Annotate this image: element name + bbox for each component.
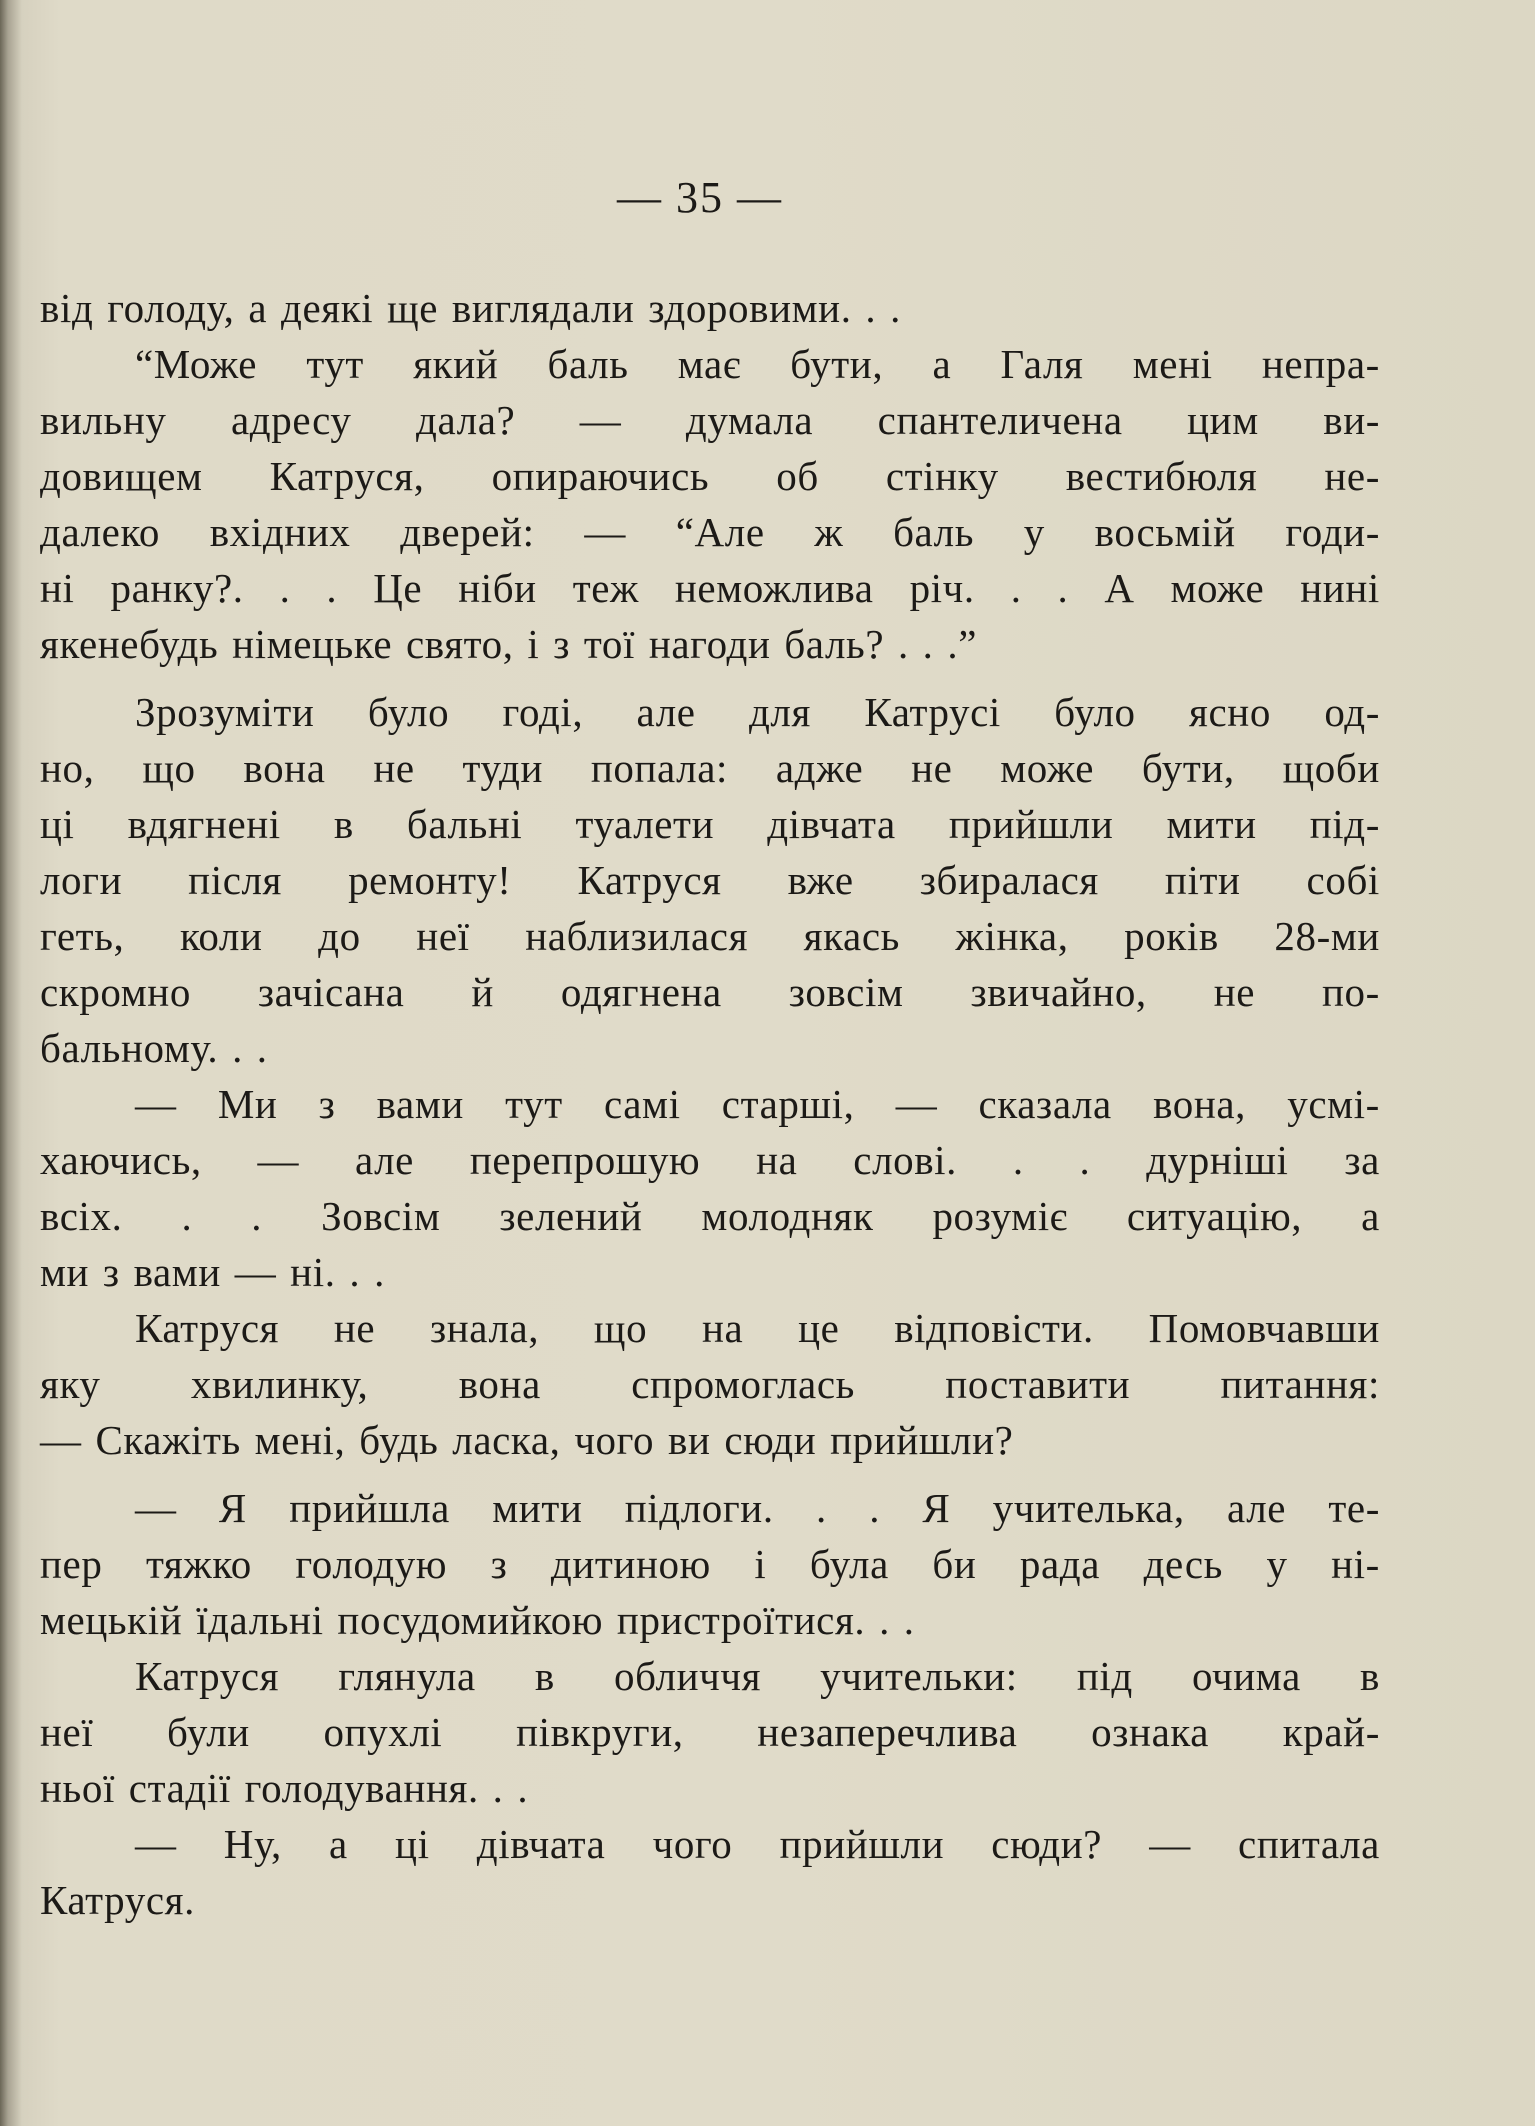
text-line: далеко вхідних дверей: — “Але ж баль у восьмій годи- xyxy=(40,509,1380,555)
text-line: геть, коли до неї наблизилася якась жінка, років 28-ми xyxy=(40,913,1380,959)
text-line: довищем Катруся, опираючись об стінку вестибюля не- xyxy=(40,453,1380,499)
text-line: ми з вами — ні. . . xyxy=(40,1249,385,1295)
text-line: — Скажіть мені, будь ласка, чого ви сюди прийшли? xyxy=(40,1417,1014,1463)
text-line: хаючись, — але перепрошую на слові. . . дурніші за xyxy=(40,1137,1380,1183)
text-line: Зрозуміти було годі, але для Катрусі було ясно од- xyxy=(135,689,1380,735)
text-line: мецькій їдальні посудомийкою пристроїтися. . . xyxy=(40,1597,915,1643)
text-line: Катруся не знала, що на це відповісти. Помовчавши xyxy=(135,1305,1380,1351)
text-line: бальному. . . xyxy=(40,1025,268,1071)
text-line: ньої стадії голодування. . . xyxy=(40,1765,529,1811)
text-line: всіх. . . Зовсім зелений молодняк розуміє ситуацію, а xyxy=(40,1193,1380,1239)
text-line: від голоду, а деякі ще виглядали здоровими. . . xyxy=(40,285,901,331)
text-line: — Я прийшла мити підлоги. . . Я учителька, але те- xyxy=(135,1485,1380,1531)
paragraph-gap xyxy=(40,672,1380,684)
text-line: но, що вона не туди попала: адже не може бути, щоби xyxy=(40,745,1380,791)
text-line: ні ранку?. . . Це ніби теж неможлива річ. . . А може нині xyxy=(40,565,1380,611)
text-line: Катруся глянула в обличчя учительки: під очима в xyxy=(135,1653,1380,1699)
text-line: — Ну, а ці дівчата чого прийшли сюди? — спитала xyxy=(135,1821,1380,1867)
text-line: Катруся. xyxy=(40,1877,195,1923)
text-line: скромно зачісана й одягнена зовсім звичайно, не по- xyxy=(40,969,1380,1015)
text-line: логи після ремонту! Катруся вже збиралася піти собі xyxy=(40,857,1380,903)
page-number: — 35 — xyxy=(617,173,783,222)
text-line: яку хвилинку, вона спромоглась поставити питання: xyxy=(40,1361,1380,1407)
text-line: пер тяжко голодую з дитиною і була би рада десь у ні- xyxy=(40,1541,1380,1587)
text-line: ці вдягнені в бальні туалети дівчата прийшли мити під- xyxy=(40,801,1380,847)
text-line: — Ми з вами тут самі старші, — сказала вона, усмі- xyxy=(135,1081,1380,1127)
text-line: неї були опухлі півкруги, незаперечлива ознака край- xyxy=(40,1709,1380,1755)
text-line: вильну адресу дала? — думала спантеличена цим ви- xyxy=(40,397,1380,443)
text-line: якенебудь німецьке свято, і з тої нагоди баль? . . .” xyxy=(40,621,978,667)
text-line: “Може тут який баль має бути, а Галя мені непра- xyxy=(135,341,1380,387)
paragraph-gap xyxy=(40,1468,1380,1480)
body-text xyxy=(40,280,1380,1928)
